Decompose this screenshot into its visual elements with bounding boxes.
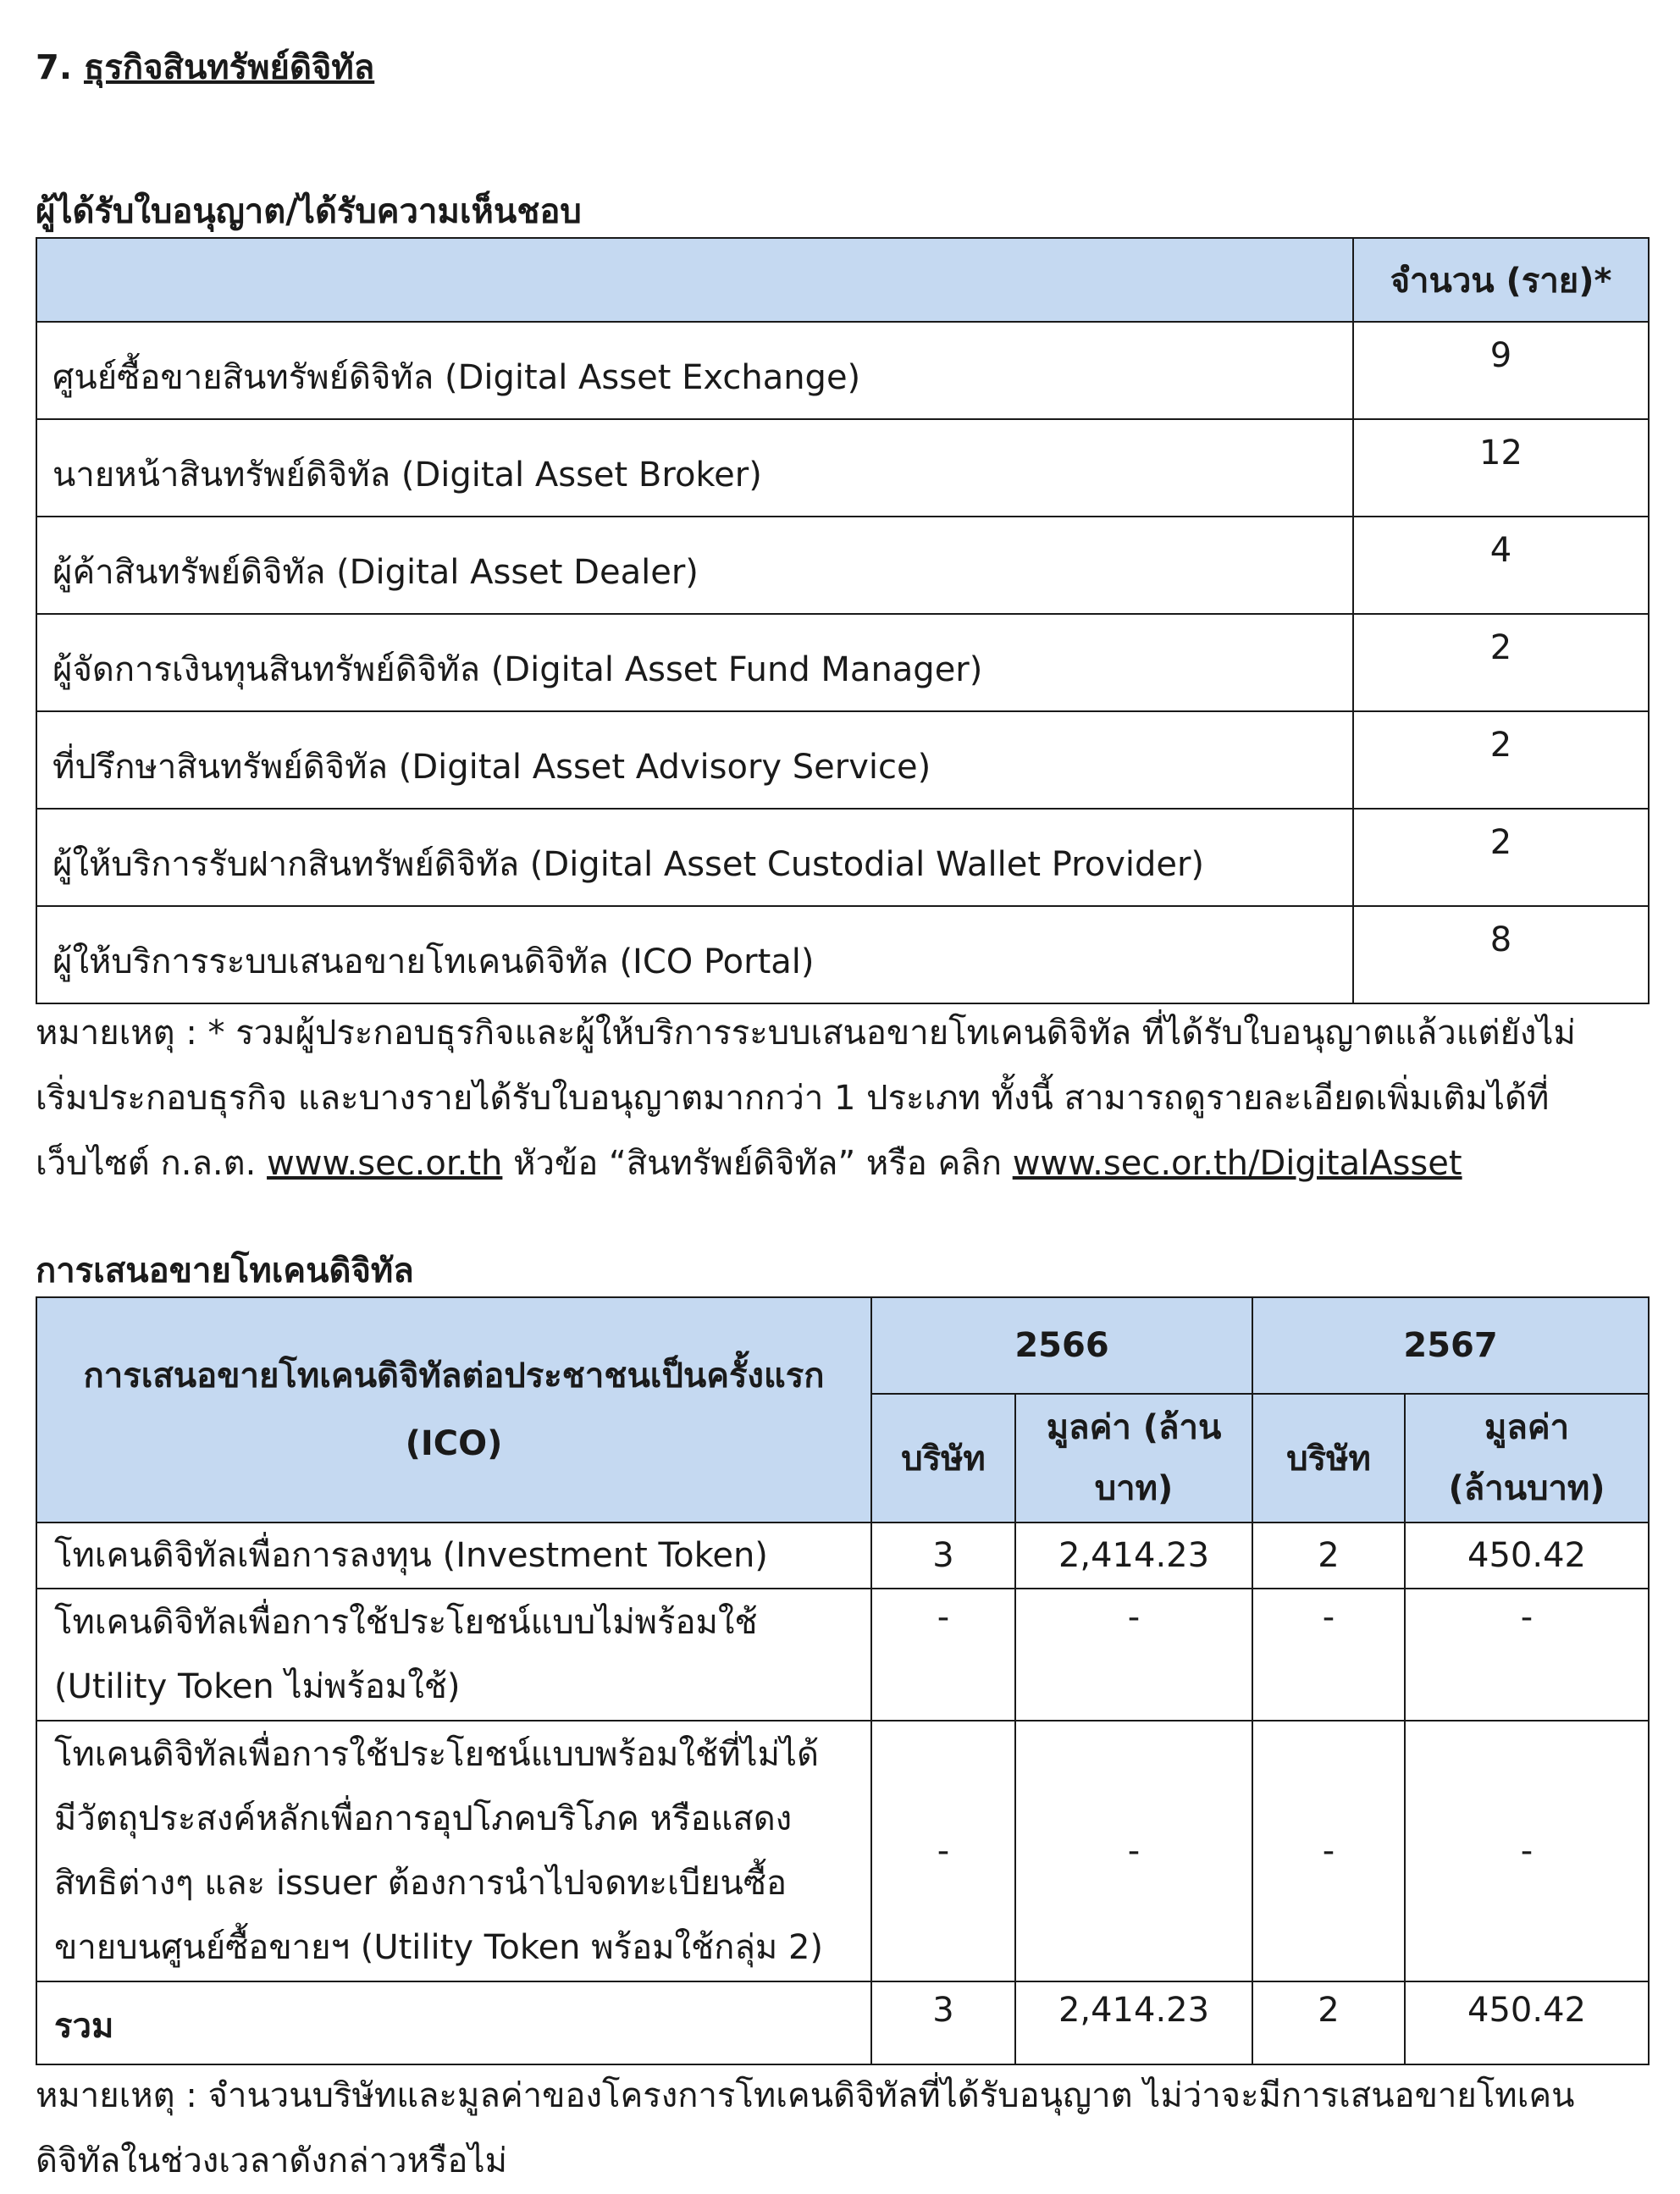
section-number: 7. — [36, 48, 73, 87]
ico-cell-company-2567: 2 — [1252, 1523, 1405, 1589]
licensed-row-count: 12 — [1353, 419, 1649, 517]
ico-value-header-line: (ล้านบาท) — [1448, 1469, 1605, 1508]
ico-cell-company-2566: 3 — [871, 1523, 1015, 1589]
ico-value-header — [1015, 1394, 1252, 1523]
ico-row-label-line: สิทธิต่างๆ และ issuer ต้องการนำไปจดทะเบียนซื้อ — [54, 1864, 788, 1903]
ico-total-value-2566: 2,414.23 — [1015, 1981, 1252, 2064]
ico-company-header: บริษัท — [1252, 1394, 1405, 1523]
ico-row-label-line: โทเคนดิจิทัลเพื่อการใช้ประโยชน์แบบไม่พร้อมใช้ — [54, 1603, 758, 1642]
sec-digital-asset-link[interactable]: www.sec.or.th/DigitalAsset — [1012, 1144, 1462, 1183]
ico-row-label: โทเคนดิจิทัลเพื่อการลงทุน (Investment Token) — [36, 1523, 871, 1589]
licensed-row-count: 2 — [1353, 614, 1649, 711]
ico-cell-value-2566: - — [1015, 1721, 1252, 1981]
section-title: ธุรกิจสินทรัพย์ดิจิทัล — [83, 48, 375, 87]
ico-header-line: การเสนอขายโทเคนดิจิทัลต่อประชาชนเป็นครั้งแรก — [83, 1357, 825, 1395]
licensed-row-label: ที่ปรึกษาสินทรัพย์ดิจิทัล (Digital Asset Advisory Service) — [36, 711, 1353, 809]
section-heading — [36, 34, 1648, 102]
ico-cell-value-2567: - — [1405, 1721, 1649, 1981]
licensed-table — [36, 237, 1650, 1004]
licensed-row-count: 2 — [1353, 711, 1649, 809]
licensed-row-label: ผู้จัดการเงินทุนสินทรัพย์ดิจิทัล (Digital Asset Fund Manager) — [36, 614, 1353, 711]
table-row — [36, 1589, 1649, 1721]
licensed-header-row — [36, 238, 1649, 322]
licensed-note-line — [36, 1131, 1648, 1196]
licensed-note-line: เริ่มประกอบธุรกิจ และบางรายได้รับใบอนุญาตมากกว่า 1 ประเภท ทั้งนี้ สามารถดูรายละเอียดเพิ่มเติมได้ที่ — [36, 1079, 1550, 1118]
licensed-header-blank — [36, 238, 1353, 322]
ico-cell-value-2567: - — [1405, 1589, 1649, 1721]
ico-row-label-line: โทเคนดิจิทัลเพื่อการใช้ประโยชน์แบบพร้อมใช้ที่ไม่ได้ — [54, 1735, 820, 1774]
sec-website-link[interactable]: www.sec.or.th — [267, 1144, 503, 1183]
ico-cell-value-2567: 450.42 — [1405, 1523, 1649, 1589]
licensed-count-header: จำนวน (ราย)* — [1353, 238, 1649, 322]
ico-row-label-line: มีวัตถุประสงค์หลักเพื่อการอุปโภคบริโภค หรือแสดง — [54, 1799, 793, 1838]
ico-heading: การเสนอขายโทเคนดิจิทัล — [36, 1252, 414, 1290]
ico-row-label-line: ขายบนศูนย์ซื้อขายฯ (Utility Token พร้อมใช้กลุ่ม 2) — [54, 1928, 824, 1967]
ico-row-label — [36, 1721, 871, 1981]
ico-company-header: บริษัท — [871, 1394, 1015, 1523]
table-row — [36, 711, 1649, 809]
table-row — [36, 1721, 1649, 1981]
ico-value-header-line: บาท) — [1094, 1469, 1174, 1508]
ico-value-header — [1405, 1394, 1649, 1523]
licensed-row-label: ศูนย์ซื้อขายสินทรัพย์ดิจิทัล (Digital Asset Exchange) — [36, 322, 1353, 419]
licensed-row-label: ผู้ค้าสินทรัพย์ดิจิทัล (Digital Asset Dealer) — [36, 517, 1353, 614]
ico-value-header-line: มูลค่า (ล้าน — [1046, 1408, 1222, 1447]
licensed-row-count: 9 — [1353, 322, 1649, 419]
licensed-row-label: ผู้ให้บริการระบบเสนอขายโทเคนดิจิทัล (ICO Portal) — [36, 906, 1353, 1003]
ico-total-row — [36, 1981, 1649, 2064]
ico-note-line: ดิจิทัลในช่วงเวลาดังกล่าวหรือไม่ — [36, 2141, 507, 2180]
table-row — [36, 322, 1649, 419]
ico-total-value-2567: 450.42 — [1405, 1981, 1649, 2064]
licensed-row-label: นายหน้าสินทรัพย์ดิจิทัล (Digital Asset Broker) — [36, 419, 1353, 517]
table-row — [36, 517, 1649, 614]
ico-total-company-2566: 3 — [871, 1981, 1015, 2064]
table-row — [36, 419, 1649, 517]
ico-cell-value-2566: 2,414.23 — [1015, 1523, 1252, 1589]
ico-value-header-line: มูลค่า — [1484, 1408, 1570, 1447]
ico-header-line: (ICO) — [405, 1424, 503, 1463]
document-page — [36, 34, 1648, 2194]
ico-total-label: รวม — [36, 1981, 871, 2064]
licensed-note-text: หัวข้อ “สินทรัพย์ดิจิทัล” หรือ คลิก — [502, 1144, 1013, 1183]
licensed-row-count: 2 — [1353, 809, 1649, 906]
ico-cell-company-2566: - — [871, 1589, 1015, 1721]
table-row — [36, 809, 1649, 906]
licensed-row-count: 8 — [1353, 906, 1649, 1003]
ico-header-main — [36, 1297, 871, 1523]
table-row — [36, 906, 1649, 1003]
licensed-note-text: เว็บไซต์ ก.ล.ต. — [36, 1144, 268, 1183]
ico-year-2567: 2567 — [1252, 1297, 1649, 1394]
licensed-row-count: 4 — [1353, 517, 1649, 614]
ico-note — [36, 2064, 1648, 2194]
ico-note-line: หมายเหตุ : จำนวนบริษัทและมูลค่าของโครงการโทเคนดิจิทัลที่ได้รับอนุญาต ไม่ว่าจะมีการเสนอขายโทเคน — [36, 2076, 1575, 2115]
licensed-note — [36, 1001, 1648, 1196]
ico-cell-company-2567: - — [1252, 1589, 1405, 1721]
ico-cell-company-2566: - — [871, 1721, 1015, 1981]
ico-row-label — [36, 1589, 871, 1721]
ico-header-row — [36, 1297, 1649, 1394]
ico-cell-value-2566: - — [1015, 1589, 1252, 1721]
ico-cell-company-2567: - — [1252, 1721, 1405, 1981]
licensed-note-line: หมายเหตุ : * รวมผู้ประกอบธุรกิจและผู้ให้บริการระบบเสนอขายโทเคนดิจิทัล ที่ได้รับใบอนุญาตแล้วแต่ยังไม่ — [36, 1014, 1576, 1053]
ico-total-company-2567: 2 — [1252, 1981, 1405, 2064]
ico-row-label-line: (Utility Token ไม่พร้อมใช้) — [54, 1667, 461, 1706]
ico-year-2566: 2566 — [871, 1297, 1252, 1394]
licensed-row-label: ผู้ให้บริการรับฝากสินทรัพย์ดิจิทัล (Digital Asset Custodial Wallet Provider) — [36, 809, 1353, 906]
table-row — [36, 1523, 1649, 1589]
ico-table — [36, 1296, 1650, 2065]
licensed-heading: ผู้ได้รับใบอนุญาต/ได้รับความเห็นชอบ — [36, 192, 582, 231]
table-row — [36, 614, 1649, 711]
